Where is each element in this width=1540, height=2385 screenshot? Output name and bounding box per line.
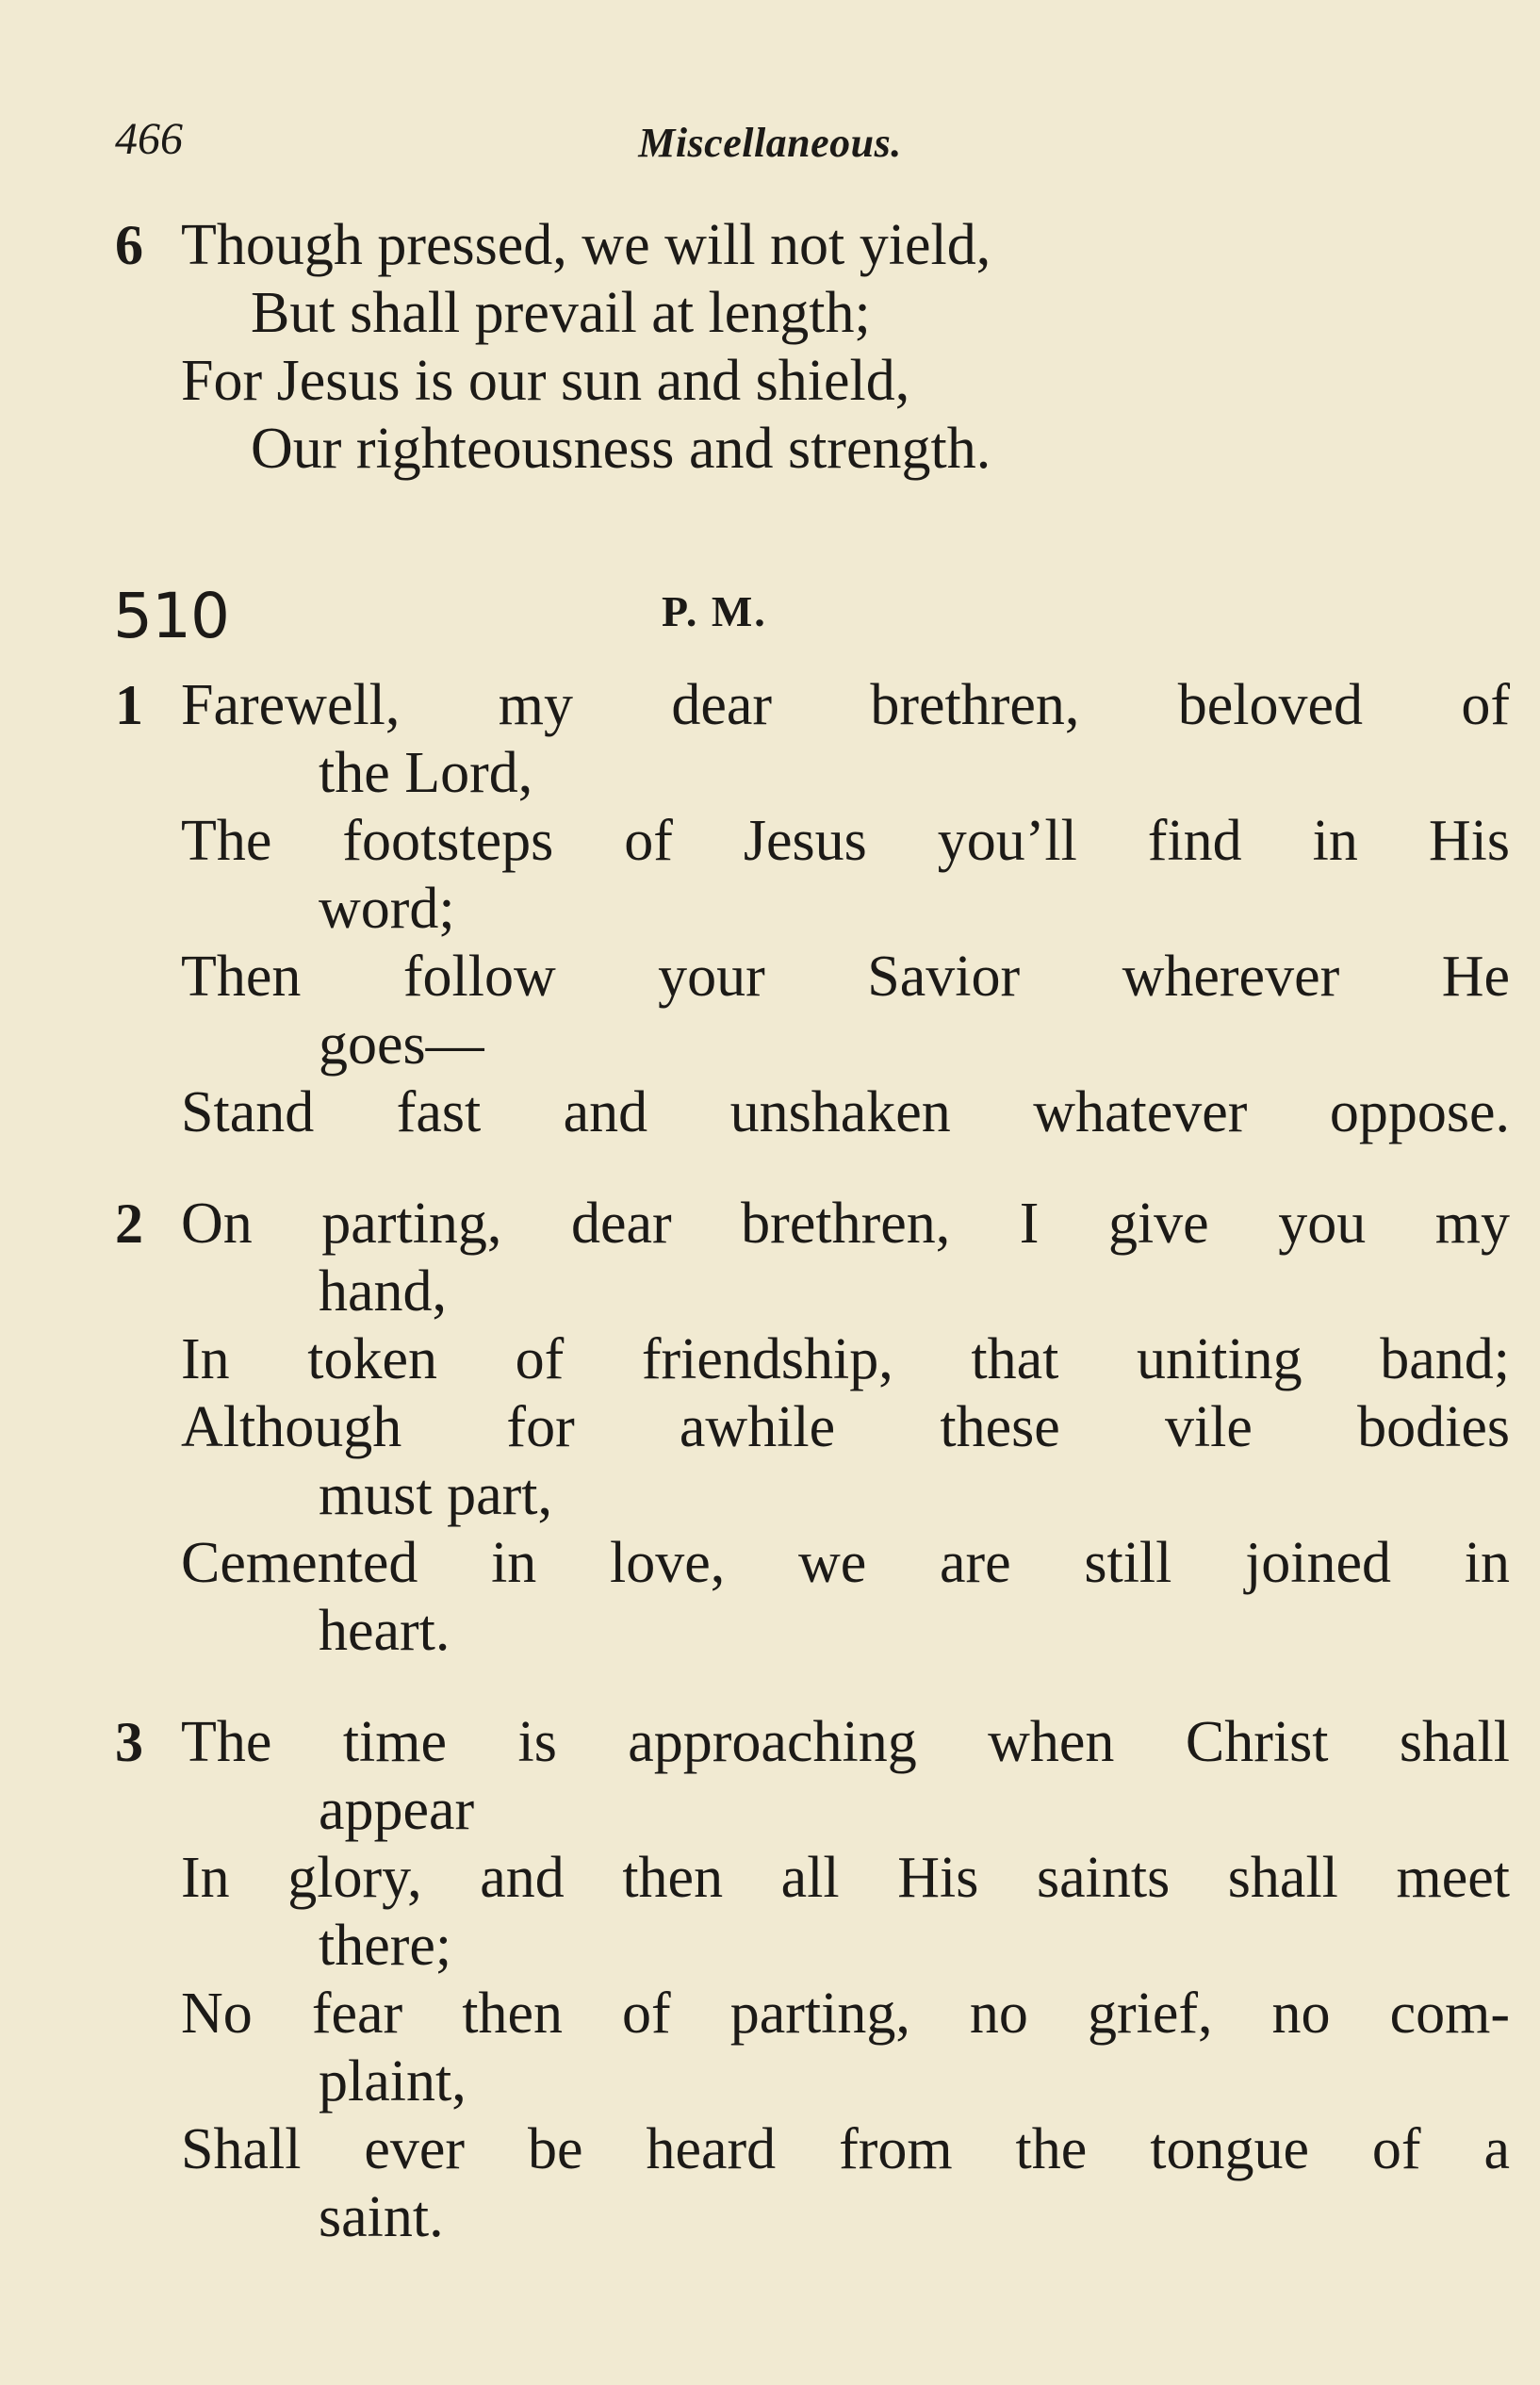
verse-line: No fear then of parting, no grief, no com- — [181, 1982, 1510, 2046]
verse-number: 6 — [115, 214, 143, 276]
verse-number: 2 — [115, 1192, 143, 1255]
verse-number: 1 — [115, 674, 143, 736]
verse-line: the Lord, — [319, 741, 533, 805]
verse-line: hand, — [319, 1259, 448, 1324]
verse-line: Farewell, my dear brethren, beloved of — [181, 673, 1510, 737]
verse-line: But shall prevail at length; — [251, 281, 871, 345]
verse-line: In token of friendship, that uniting band; — [181, 1327, 1510, 1391]
verse-line: word; — [319, 877, 455, 941]
section-title: Miscellaneous. — [638, 120, 902, 166]
verse-line: Shall ever be heard from the tongue of a — [181, 2117, 1510, 2181]
verse-line: appear — [319, 1778, 475, 1842]
hymn-meter: P. M. — [662, 587, 767, 635]
verse-line: saint. — [319, 2185, 444, 2249]
verse-line: Stand fast and unshaken whatever oppose. — [181, 1080, 1510, 1144]
verse-line: The footsteps of Jesus you’ll find in His — [181, 809, 1510, 873]
verse-line: there; — [319, 1914, 452, 1978]
verse-line: Though pressed, we will not yield, — [181, 213, 991, 277]
verse-line: plaint, — [319, 2049, 467, 2114]
verse-number: 3 — [115, 1711, 143, 1773]
verse-line: Then follow your Savior wherever He — [181, 945, 1510, 1009]
verse-line: In glory, and then all His saints shall meet — [181, 1846, 1510, 1910]
verse-line: The time is approaching when Christ shall — [181, 1710, 1510, 1774]
verse-line: Cemented in love, we are still joined in — [181, 1531, 1510, 1595]
hymn-number: 510 — [113, 580, 229, 652]
page-number: 466 — [115, 114, 183, 164]
verse-line: heart. — [319, 1599, 451, 1663]
verse-line: For Jesus is our sun and shield, — [181, 349, 910, 413]
verse-line: Although for awhile these vile bodies — [181, 1395, 1510, 1459]
verse-line: must part, — [319, 1463, 552, 1527]
verse-line: On parting, dear brethren, I give you my — [181, 1192, 1510, 1256]
verse-line: goes— — [319, 1012, 484, 1077]
verse-line: Our righteousness and strength. — [251, 417, 991, 481]
page-header — [115, 113, 1425, 179]
